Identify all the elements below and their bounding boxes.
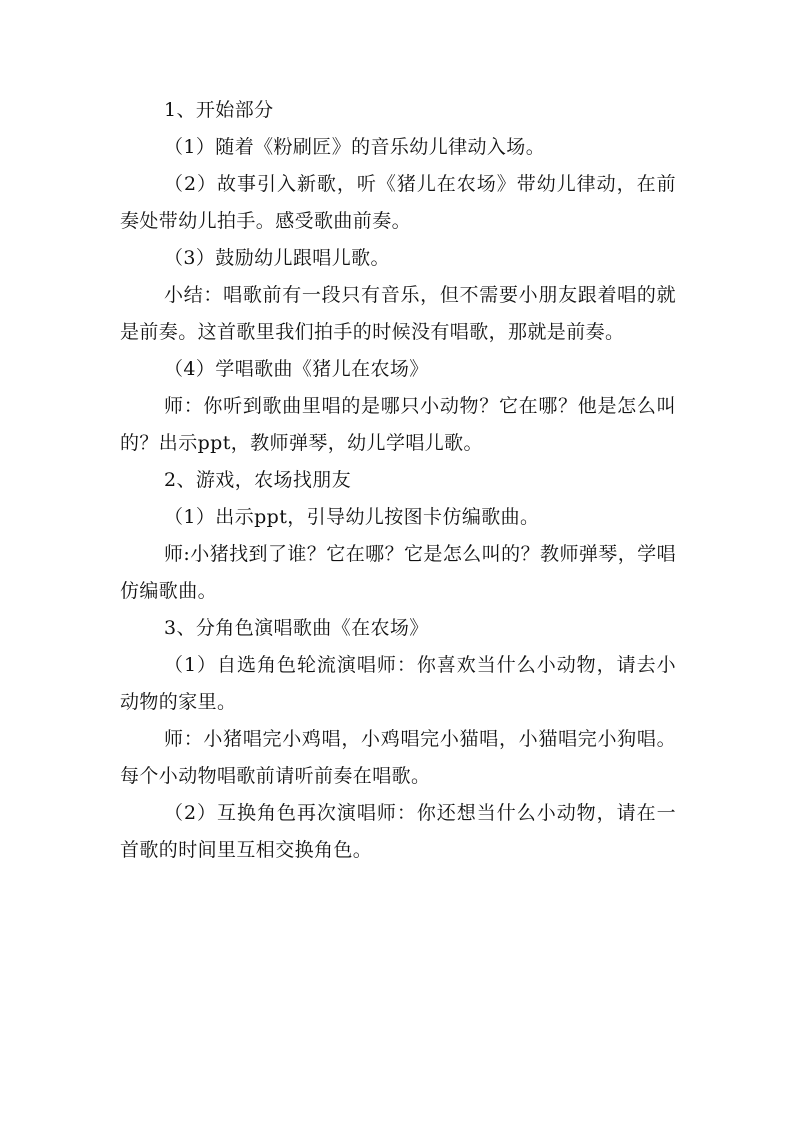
- section-heading-roles: 3、分角色演唱歌曲《在农场》: [164, 617, 429, 639]
- section-heading-game: 2、游戏，农场找朋友: [164, 469, 352, 491]
- document-body: [120, 92, 676, 869]
- summary-paragraph: 小结：唱歌前有一段只有音乐，但不需要小朋友跟着唱的就是前奏。这首歌里我们拍手的时候没有唱歌，那就是前奏。: [120, 284, 676, 343]
- step-paragraph: （3）鼓励幼儿跟唱儿歌。: [164, 247, 390, 269]
- step-paragraph: （1）自选角色轮流演唱师：你喜欢当什么小动物，请去小动物的家里。: [120, 654, 676, 713]
- section-heading-start: 1、开始部分: [164, 99, 274, 121]
- teacher-paragraph: 师：你听到歌曲里唱的是哪只小动物？它在哪？他是怎么叫的？出示ppt，教师弹琴，幼儿学唱儿歌。: [120, 395, 676, 454]
- teacher-paragraph: 师：小猪唱完小鸡唱，小鸡唱完小猫唱，小猫唱完小狗唱。每个小动物唱歌前请听前奏在唱歌。: [120, 728, 676, 787]
- step-paragraph: （1）随着《粉刷匠》的音乐幼儿律动入场。: [164, 136, 546, 158]
- step-paragraph: （4）学唱歌曲《猪儿在农场》: [164, 358, 429, 380]
- teacher-paragraph: 师:小猪找到了谁？它在哪？它是怎么叫的？教师弹琴，学唱仿编歌曲。: [120, 543, 676, 602]
- step-paragraph: （2）故事引入新歌，听《猪儿在农场》带幼儿律动，在前奏处带幼儿拍手。感受歌曲前奏。: [120, 173, 676, 232]
- step-paragraph: （2）互换角色再次演唱师：你还想当什么小动物，请在一首歌的时间里互相交换角色。: [120, 802, 676, 861]
- step-paragraph: （1）出示ppt，引导幼儿按图卡仿编歌曲。: [164, 506, 540, 528]
